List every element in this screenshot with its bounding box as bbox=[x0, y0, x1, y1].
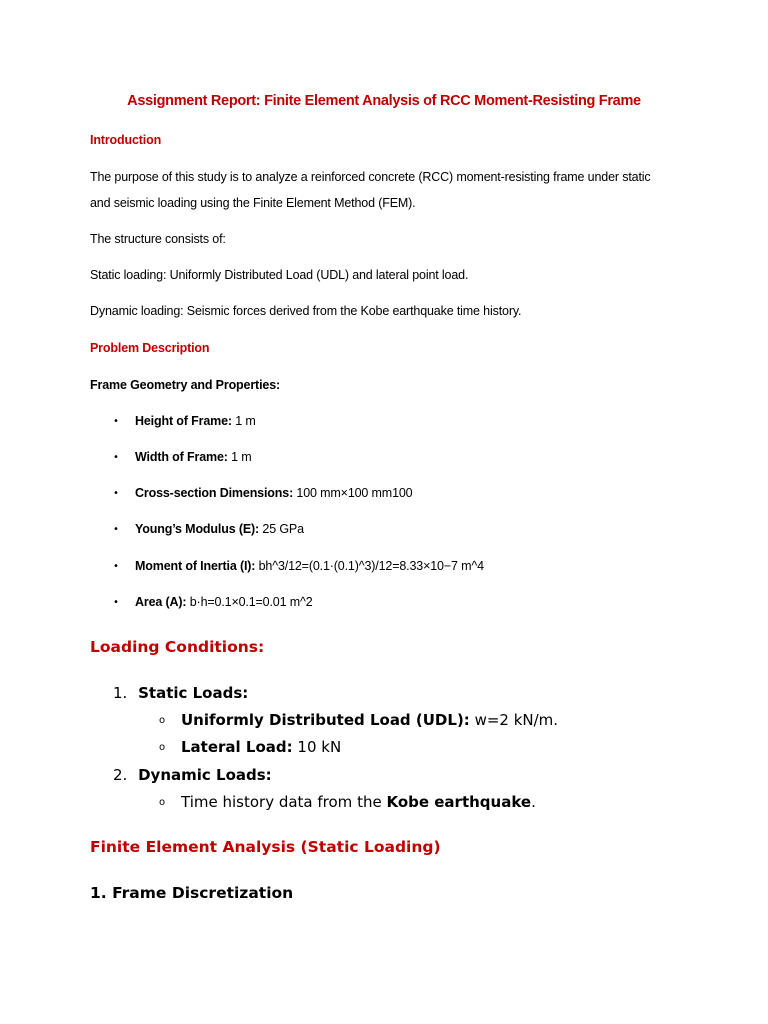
structure-intro-text: The structure consists of: bbox=[90, 232, 226, 246]
property-value: bh^3/12=(0.1·(0.1)^3)/12=8.33×10−7 m^4 bbox=[255, 559, 484, 573]
dynamic-loads-label: Dynamic Loads: bbox=[138, 766, 272, 784]
sub-bullet-icon: o bbox=[159, 742, 166, 753]
property-label: Height of Frame: bbox=[135, 414, 232, 428]
property-value: 1 m bbox=[231, 414, 256, 428]
intro-paragraph-line-2: and seismic loading using the Finite Element Method (FEM). bbox=[90, 196, 416, 210]
document-title: Assignment Report: Finite Element Analysis of RCC Moment-Resisting Frame bbox=[127, 93, 641, 109]
property-label: Moment of Inertia (I): bbox=[135, 559, 256, 573]
sub-bullet-icon: o bbox=[159, 715, 166, 726]
bullet-icon: • bbox=[113, 524, 119, 535]
property-value: 1 m bbox=[227, 450, 252, 464]
problem-description-heading: Problem Description bbox=[90, 341, 210, 355]
lateral-load-label: Lateral Load: bbox=[181, 738, 293, 756]
static-loads-label: Static Loads: bbox=[138, 684, 249, 702]
bullet-icon: • bbox=[113, 452, 119, 463]
property-label: Young’s Modulus (E): bbox=[135, 522, 260, 536]
udl-item bbox=[181, 711, 558, 729]
bullet-icon: • bbox=[113, 488, 119, 499]
udl-value: w=2 kN/m. bbox=[469, 711, 559, 729]
property-label: Area (A): bbox=[135, 595, 187, 609]
udl-label: Uniformly Distributed Load (UDL): bbox=[181, 711, 470, 729]
property-label: Width of Frame: bbox=[135, 450, 228, 464]
lateral-load-item bbox=[181, 738, 341, 756]
frame-discretization-heading: 1. Frame Discretization bbox=[90, 884, 294, 902]
kobe-earthquake-text: Kobe earthquake bbox=[386, 793, 532, 811]
intro-paragraph-line-1: The purpose of this study is to analyze a reinforced concrete (RCC) moment-resisting frame under static bbox=[90, 170, 651, 184]
property-value: 100 mm×100 mm100 bbox=[293, 486, 413, 500]
list-number: 2. bbox=[113, 766, 128, 784]
property-value: 25 GPa bbox=[259, 522, 304, 536]
list-number: 1. bbox=[113, 684, 128, 702]
bullet-icon: • bbox=[113, 416, 119, 427]
property-value: b·h=0.1×0.1=0.01 m^2 bbox=[186, 595, 313, 609]
dynamic-loads-item bbox=[113, 766, 272, 784]
loading-conditions-heading: Loading Conditions: bbox=[90, 638, 265, 656]
fea-static-heading: Finite Element Analysis (Static Loading) bbox=[90, 838, 441, 856]
dynamic-loading-text: Dynamic loading: Seismic forces derived from the Kobe earthquake time history. bbox=[90, 304, 522, 318]
bullet-icon: • bbox=[113, 561, 119, 572]
introduction-heading: Introduction bbox=[90, 133, 162, 147]
sub-bullet-icon: o bbox=[159, 797, 166, 808]
bullet-icon: • bbox=[113, 597, 119, 608]
property-label: Cross-section Dimensions: bbox=[135, 486, 294, 500]
time-history-item bbox=[181, 793, 536, 811]
time-history-period: . bbox=[531, 793, 536, 811]
static-loading-text: Static loading: Uniformly Distributed Load (UDL) and lateral point load. bbox=[90, 268, 469, 282]
time-history-text: Time history data from the bbox=[181, 793, 387, 811]
frame-geometry-subheading: Frame Geometry and Properties: bbox=[90, 378, 281, 392]
static-loads-item bbox=[113, 684, 248, 702]
lateral-load-value: 10 kN bbox=[292, 738, 342, 756]
